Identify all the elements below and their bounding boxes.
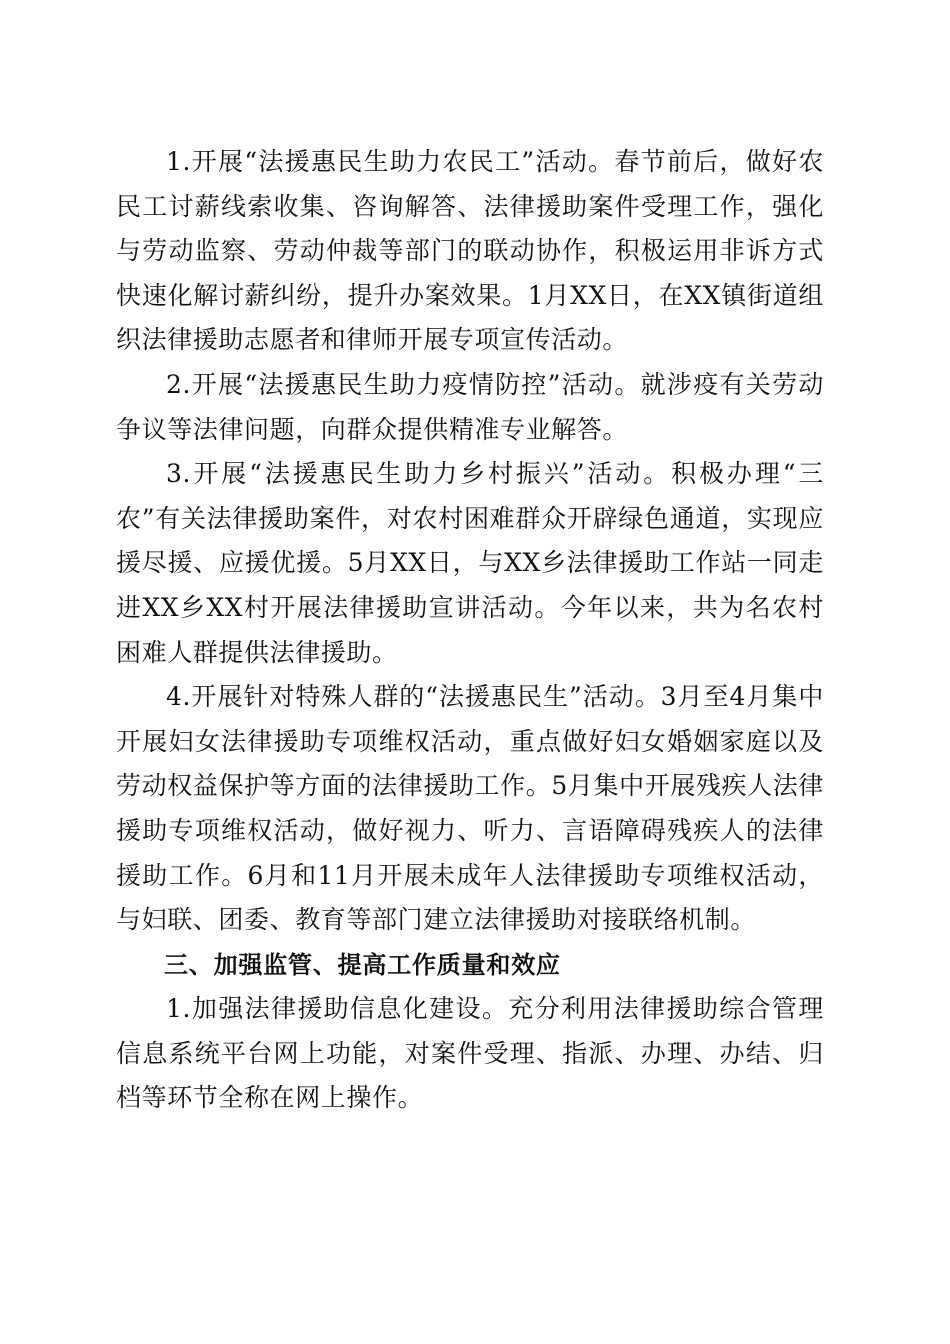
paragraph-migrant-workers: 1.开展“法援惠民生助力农民工”活动。春节前后，做好农民工讨薪线索收集、咨询解答、法律援助案件受理工作，强化与劳动监察、劳动仲裁等部门的联动协作，积极运用非诉方式快速化解讨薪纠纷，提升办案效果。1月XX日，在XX镇街道组织法律援助志愿者和律师开展专项宣传活动。: [116, 147, 824, 355]
paragraph-rural-revitalization: 3.开展“法援惠民生助力乡村振兴”活动。积极办理“三农”有关法律援助案件，对农村困难群众开辟绿色通道，实现应援尽援、应援优援。5月XX日，与XX乡法律援助工作站一同走进XX乡XX村开展法律援助宣讲活动。今年以来，共为名农村困难人群提供法律援助。: [116, 459, 824, 667]
document-body: [116, 140, 824, 1121]
paragraph-informatization: 1.加强法律援助信息化建设。充分利用法律援助综合管理信息系统平台网上功能，对案件受理、指派、办理、办结、归档等环节全称在网上操作。: [116, 994, 824, 1113]
section-heading: 三、加强监管、提高工作质量和效应: [164, 950, 561, 979]
paragraph-special-groups: 4.开展针对特殊人群的“法援惠民生”活动。3月至4月集中开展妇女法律援助专项维权活动，重点做好妇女婚姻家庭以及劳动权益保护等方面的法律援助工作。5月集中开展残疾人法律援助专项维权活动，做好视力、听力、言语障碍残疾人的法律援助工作。6月和11月开展未成年人法律援助专项维权活动，与妇联、团委、教育等部门建立法律援助对接联络机制。: [116, 682, 824, 935]
paragraph-epidemic-prevention: 2.开展“法援惠民生助力疫情防控”活动。就涉疫有关劳动争议等法律问题，向群众提供精准专业解答。: [116, 369, 824, 444]
